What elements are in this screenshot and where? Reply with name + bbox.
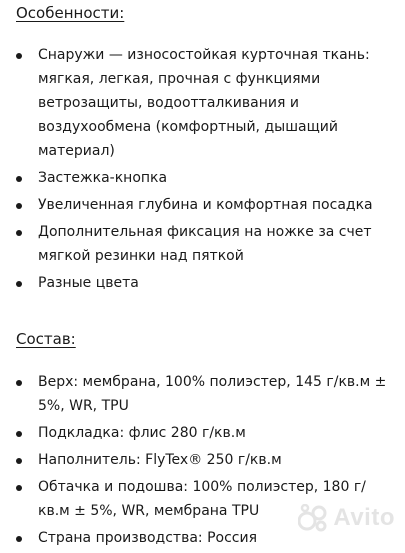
bullet-icon <box>16 203 22 209</box>
list-item-text: Подкладка: флис 280 г/кв.м <box>38 425 246 441</box>
list-item <box>0 448 405 472</box>
list-item <box>0 220 405 268</box>
list-item-text: Разные цвета <box>38 275 139 291</box>
list-item-text: Снаружи — износостойкая курточная ткань: мягкая, легкая, прочная с функциями ветрозащиты, водоотталкивания и воздухообмена (комфортный, дышащий материал) <box>38 47 370 159</box>
list-item <box>0 271 405 295</box>
composition-heading: Состав: <box>16 330 76 348</box>
list-item-text: Верх: мембрана, 100% полиэстер, 145 г/кв.м ± 5%, WR, TPU <box>38 374 387 414</box>
list-item <box>0 193 405 217</box>
list-item-text: Обтачка и подошва: 100% полиэстер, 180 г/кв.м ± 5%, WR, мембрана TPU <box>38 479 366 519</box>
bullet-icon <box>16 458 22 464</box>
bullet-icon <box>16 431 22 437</box>
features-heading: Особенности: <box>16 4 125 22</box>
bullet-icon <box>16 281 22 287</box>
list-item <box>0 166 405 190</box>
bullet-icon <box>16 536 22 542</box>
bullet-icon <box>16 485 22 491</box>
bullet-icon <box>16 380 22 386</box>
watermark-text: Avito <box>333 504 395 531</box>
list-item-text: Застежка-кнопка <box>38 170 168 186</box>
list-item-text: Дополнительная фиксация на ножке за счет мягкой резинки над пяткой <box>38 224 372 264</box>
list-item-text: Наполнитель: FlyTex® 250 г/кв.м <box>38 452 282 468</box>
bullet-icon <box>16 230 22 236</box>
bullet-icon <box>16 176 22 182</box>
list-item-text: Страна производства: Россия <box>38 530 257 546</box>
list-item <box>0 370 405 418</box>
features-list <box>0 43 405 298</box>
avito-watermark <box>298 504 395 532</box>
list-item <box>0 43 405 163</box>
list-item <box>0 421 405 445</box>
list-item-text: Увеличенная глубина и комфортная посадка <box>38 197 373 213</box>
avito-logo-icon <box>298 504 328 532</box>
bullet-icon <box>16 53 22 59</box>
